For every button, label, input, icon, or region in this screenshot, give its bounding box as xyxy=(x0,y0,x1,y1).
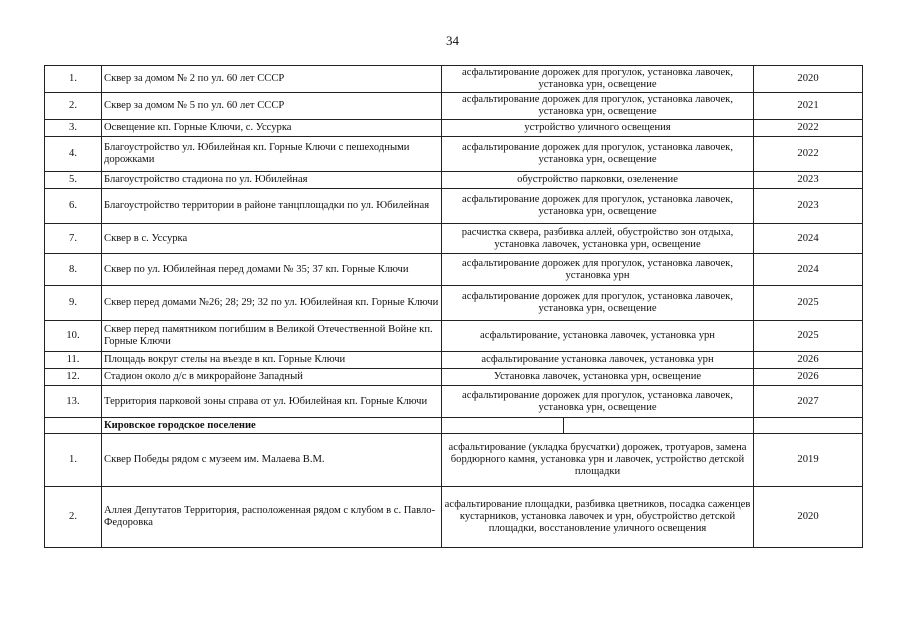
row-number: 2. xyxy=(45,93,102,120)
year-cell: 2024 xyxy=(754,254,863,286)
table-row xyxy=(45,66,863,93)
year-cell: 2026 xyxy=(754,369,863,386)
table-row xyxy=(45,386,863,418)
year-cell: 2020 xyxy=(754,66,863,93)
table-row xyxy=(45,120,863,137)
year-cell: 2025 xyxy=(754,286,863,321)
year-cell: 2021 xyxy=(754,93,863,120)
year-cell: 2027 xyxy=(754,386,863,418)
row-number: 9. xyxy=(45,286,102,321)
object-name: Сквер в с. Уссурка xyxy=(102,224,442,254)
work-description: асфальтирование установка лавочек, установка урн xyxy=(442,352,754,369)
work-description: асфальтирование дорожек для прогулок, установка лавочек, установка урн, освещение xyxy=(442,386,754,418)
row-number: 1. xyxy=(45,434,102,487)
object-name: Сквер перед памятником погибшим в Великой Отечественной Войне кп. Горные Ключи xyxy=(102,321,442,352)
work-description: асфальтирование (укладка брусчатки) дорожек, тротуаров, замена бордюрного камня, установка урн и лавочек, устройство детской площадки xyxy=(442,434,754,487)
object-name: Сквер по ул. Юбилейная перед домами № 35; 37 кп. Горные Ключи xyxy=(102,254,442,286)
table-row xyxy=(45,93,863,120)
object-name: Благоустройство территории в районе танцплощадки по ул. Юбилейная xyxy=(102,189,442,224)
table-row xyxy=(45,189,863,224)
year-cell: 2020 xyxy=(754,487,863,548)
row-number: 3. xyxy=(45,120,102,137)
work-description: асфальтирование площадки, разбивка цветников, посадка саженцев кустарников, установка лавочек и урн, обустройство детской площадки, восстановление уличного освещения xyxy=(442,487,754,548)
row-number: 1. xyxy=(45,66,102,93)
empty-cell xyxy=(442,418,564,434)
section-title: Кировское городское поселение xyxy=(102,418,442,434)
row-number: 5. xyxy=(45,172,102,189)
year-cell: 2022 xyxy=(754,120,863,137)
row-number: 8. xyxy=(45,254,102,286)
object-name: Площадь вокруг стелы на въезде в кп. Горные Ключи xyxy=(102,352,442,369)
object-name: Аллея Депутатов Территория, расположенная рядом с клубом в с. Павло-Федоровка xyxy=(102,487,442,548)
work-description: асфальтирование дорожек для прогулок, установка лавочек, установка урн, освещение xyxy=(442,189,754,224)
object-name: Благоустройство стадиона по ул. Юбилейная xyxy=(102,172,442,189)
row-number: 11. xyxy=(45,352,102,369)
work-description: обустройство парковки, озеленение xyxy=(442,172,754,189)
object-name: Благоустройство ул. Юбилейная кп. Горные Ключи с пешеходными дорожками xyxy=(102,137,442,172)
object-name: Освещение кп. Горные Ключи, с. Уссурка xyxy=(102,120,442,137)
year-cell: 2022 xyxy=(754,137,863,172)
year-cell: 2023 xyxy=(754,172,863,189)
improvement-table xyxy=(44,65,863,548)
table-row xyxy=(45,487,863,548)
section-header-row xyxy=(45,418,863,434)
work-description: асфальтирование дорожек для прогулок, установка лавочек, установка урн, освещение xyxy=(442,66,754,93)
work-description: расчистка сквера, разбивка аллей, обустройство зон отдыха, установка лавочек, установка урн, освещение xyxy=(442,224,754,254)
row-number: 13. xyxy=(45,386,102,418)
object-name: Сквер перед домами №26; 28; 29; 32 по ул. Юбилейная кп. Горные Ключи xyxy=(102,286,442,321)
year-cell: 2024 xyxy=(754,224,863,254)
object-name: Стадион около д/с в микрорайоне Западный xyxy=(102,369,442,386)
table-row xyxy=(45,434,863,487)
table-row xyxy=(45,352,863,369)
table-row xyxy=(45,254,863,286)
object-name: Сквер за домом № 5 по ул. 60 лет СССР xyxy=(102,93,442,120)
object-name: Сквер за домом № 2 по ул. 60 лет СССР xyxy=(102,66,442,93)
table-row xyxy=(45,172,863,189)
work-description: асфальтирование дорожек для прогулок, установка лавочек, установка урн, освещение xyxy=(442,286,754,321)
work-description: устройство уличного освещения xyxy=(442,120,754,137)
table-row xyxy=(45,137,863,172)
row-number: 7. xyxy=(45,224,102,254)
work-description: асфальтирование дорожек для прогулок, установка лавочек, установка урн, освещение xyxy=(442,137,754,172)
work-description: Установка лавочек, установка урн, освещение xyxy=(442,369,754,386)
year-cell: 2025 xyxy=(754,321,863,352)
row-number: 4. xyxy=(45,137,102,172)
page-number: 34 xyxy=(446,33,459,48)
row-number: 12. xyxy=(45,369,102,386)
row-number: 10. xyxy=(45,321,102,352)
work-description: асфальтирование дорожек для прогулок, установка лавочек, установка урн, освещение xyxy=(442,93,754,120)
work-description: асфальтирование, установка лавочек, установка урн xyxy=(442,321,754,352)
row-number: 6. xyxy=(45,189,102,224)
table-row xyxy=(45,224,863,254)
empty-cell xyxy=(754,418,863,434)
table-row xyxy=(45,286,863,321)
table-row xyxy=(45,369,863,386)
table-row xyxy=(45,321,863,352)
empty-cell xyxy=(45,418,102,434)
year-cell: 2019 xyxy=(754,434,863,487)
empty-cell xyxy=(564,418,754,434)
year-cell: 2026 xyxy=(754,352,863,369)
object-name: Территория парковой зоны справа от ул. Юбилейная кп. Горные Ключи xyxy=(102,386,442,418)
work-description: асфальтирование дорожек для прогулок, установка лавочек, установка урн xyxy=(442,254,754,286)
row-number: 2. xyxy=(45,487,102,548)
year-cell: 2023 xyxy=(754,189,863,224)
object-name: Сквер Победы рядом с музеем им. Малаева В.М. xyxy=(102,434,442,487)
